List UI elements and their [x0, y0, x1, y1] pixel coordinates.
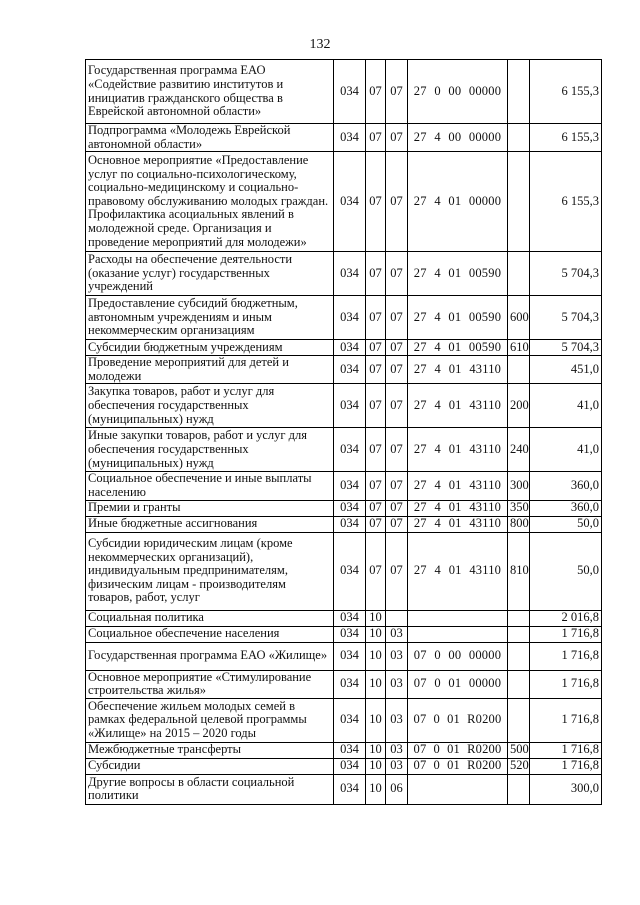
table-row	[86, 384, 602, 428]
target-article-part: 27	[413, 193, 427, 208]
row-expense-type-code: 520	[508, 758, 530, 774]
row-target-article-code	[408, 610, 508, 626]
row-subsection-code: 07	[386, 356, 408, 384]
table-row	[86, 758, 602, 774]
row-name: Иные бюджетные ассигнования	[86, 516, 334, 532]
target-article-part: 01	[448, 676, 462, 691]
row-amount: 1 716,8	[530, 642, 602, 670]
row-subsection-code: 06	[386, 774, 408, 804]
row-name: Субсидии бюджетным учреждениям	[86, 340, 334, 356]
row-name: Межбюджетные трансферты	[86, 742, 334, 758]
target-article-part: 27	[413, 563, 427, 578]
row-expense-type-code: 350	[508, 500, 530, 516]
row-subsection-code: 07	[386, 428, 408, 472]
table-row	[86, 472, 602, 500]
row-name: Подпрограмма «Молодежь Еврейской автономной области»	[86, 124, 334, 152]
target-article-parts	[410, 443, 505, 457]
row-name: Иные закупки товаров, работ и услуг для обеспечения государственных (муниципальных) нужд	[86, 428, 334, 472]
row-expense-type-code: 600	[508, 296, 530, 340]
target-article-part: 0	[434, 676, 441, 691]
row-target-article-code	[408, 500, 508, 516]
row-name: Проведение мероприятий для детей и молодежи	[86, 356, 334, 384]
row-section-code: 10	[366, 742, 386, 758]
row-name: Предоставление субсидий бюджетным, автономным учреждениям и иным некоммерческим организациям	[86, 296, 334, 340]
target-article-part: 27	[413, 129, 427, 144]
target-article-part: 27	[413, 500, 427, 515]
target-article-part: 07	[413, 712, 427, 727]
table-row	[86, 516, 602, 532]
row-target-article-code	[408, 642, 508, 670]
row-subsection-code: 07	[386, 252, 408, 296]
target-article-part: 27	[413, 442, 427, 457]
row-subsection-code: 07	[386, 500, 408, 516]
row-expense-type-code: 200	[508, 384, 530, 428]
row-amount: 360,0	[530, 472, 602, 500]
row-section-code: 07	[366, 340, 386, 356]
row-name: Обеспечение жильем молодых семей в рамках федеральной целевой программы «Жилище» на 2015 – 2020 годы	[86, 698, 334, 742]
target-article-part: 00000	[468, 129, 502, 144]
row-subsection-code: 07	[386, 296, 408, 340]
row-amount: 6 155,3	[530, 152, 602, 252]
target-article-part: 27	[413, 309, 427, 324]
row-subsection-code: 07	[386, 516, 408, 532]
row-amount: 451,0	[530, 356, 602, 384]
page-number: 132	[309, 37, 331, 52]
table-row	[86, 626, 602, 642]
table-row	[86, 610, 602, 626]
row-target-article-code	[408, 472, 508, 500]
table-row	[86, 428, 602, 472]
row-section-code: 10	[366, 610, 386, 626]
row-section-code: 10	[366, 758, 386, 774]
target-article-parts	[410, 759, 505, 773]
target-article-parts	[410, 517, 505, 531]
row-amount: 5 704,3	[530, 296, 602, 340]
row-name: Премии и гранты	[86, 500, 334, 516]
target-article-part: 01	[448, 398, 462, 413]
row-amount: 5 704,3	[530, 252, 602, 296]
row-expense-type-code: 500	[508, 742, 530, 758]
row-grbs-code: 034	[334, 124, 366, 152]
row-name: Социальное обеспечение населения	[86, 626, 334, 642]
row-name: Основное мероприятие «Стимулирование строительства жилья»	[86, 670, 334, 698]
row-section-code: 07	[366, 472, 386, 500]
row-amount: 1 716,8	[530, 670, 602, 698]
row-grbs-code: 034	[334, 384, 366, 428]
row-subsection-code: 07	[386, 152, 408, 252]
target-article-part: 00590	[468, 339, 502, 354]
table-row	[86, 152, 602, 252]
row-section-code: 10	[366, 670, 386, 698]
target-article-parts	[410, 399, 505, 413]
row-target-article-code	[408, 60, 508, 124]
target-article-parts	[410, 649, 505, 663]
target-article-part: 43110	[469, 361, 502, 376]
target-article-part: 00000	[468, 83, 502, 98]
row-amount: 1 716,8	[530, 626, 602, 642]
row-target-article-code	[408, 698, 508, 742]
target-article-part: 4	[434, 516, 441, 531]
row-amount: 1 716,8	[530, 742, 602, 758]
target-article-part: 4	[434, 398, 441, 413]
target-article-parts	[410, 501, 505, 515]
target-article-parts	[410, 713, 505, 727]
row-amount: 41,0	[530, 428, 602, 472]
target-article-part: 4	[434, 442, 441, 457]
target-article-part: R0200	[467, 758, 502, 773]
row-section-code: 10	[366, 774, 386, 804]
row-subsection-code	[386, 610, 408, 626]
row-amount: 300,0	[530, 774, 602, 804]
row-name: Закупка товаров, работ и услуг для обеспечения государственных (муниципальных) нужд	[86, 384, 334, 428]
target-article-part: 01	[448, 478, 462, 493]
target-article-part: 00000	[468, 676, 502, 691]
target-article-part: 27	[413, 83, 427, 98]
row-section-code: 07	[366, 500, 386, 516]
row-grbs-code: 034	[334, 340, 366, 356]
target-article-part: 43110	[469, 442, 502, 457]
row-subsection-code: 07	[386, 532, 408, 610]
row-amount: 50,0	[530, 532, 602, 610]
target-article-parts	[410, 311, 505, 325]
row-amount: 360,0	[530, 500, 602, 516]
row-name: Субсидии юридическим лицам (кроме некоммерческих организаций), индивидуальным предпринимателям, физическим лицам - производителям товаров, работ, услуг	[86, 532, 334, 610]
row-subsection-code: 07	[386, 60, 408, 124]
row-amount: 6 155,3	[530, 124, 602, 152]
target-article-part: 01	[448, 500, 462, 515]
target-article-part: 27	[413, 361, 427, 376]
row-subsection-code: 03	[386, 758, 408, 774]
row-section-code: 07	[366, 252, 386, 296]
target-article-part: 01	[448, 265, 462, 280]
row-grbs-code: 034	[334, 670, 366, 698]
target-article-part: 27	[413, 265, 427, 280]
row-expense-type-code: 810	[508, 532, 530, 610]
row-name: Социальное обеспечение и иные выплаты населению	[86, 472, 334, 500]
row-grbs-code: 034	[334, 296, 366, 340]
row-expense-type-code	[508, 252, 530, 296]
row-section-code: 07	[366, 152, 386, 252]
target-article-part: 4	[434, 361, 441, 376]
row-grbs-code: 034	[334, 152, 366, 252]
row-amount: 2 016,8	[530, 610, 602, 626]
table-row	[86, 500, 602, 516]
target-article-part: 43110	[469, 398, 502, 413]
row-grbs-code: 034	[334, 758, 366, 774]
row-amount: 41,0	[530, 384, 602, 428]
row-subsection-code: 03	[386, 642, 408, 670]
row-name: Государственная программа ЕАО «Жилище»	[86, 642, 334, 670]
target-article-part: 0	[433, 712, 440, 727]
target-article-part: 01	[448, 442, 462, 457]
table-row	[86, 296, 602, 340]
row-target-article-code	[408, 774, 508, 804]
row-target-article-code	[408, 384, 508, 428]
row-subsection-code: 03	[386, 742, 408, 758]
row-expense-type-code: 300	[508, 472, 530, 500]
row-section-code: 10	[366, 626, 386, 642]
target-article-part: 27	[413, 339, 427, 354]
row-expense-type-code	[508, 642, 530, 670]
row-target-article-code	[408, 626, 508, 642]
row-target-article-code	[408, 516, 508, 532]
target-article-part: 07	[413, 758, 427, 773]
target-article-part: 4	[434, 500, 441, 515]
table-row	[86, 642, 602, 670]
row-section-code: 07	[366, 532, 386, 610]
target-article-part: 01	[448, 563, 462, 578]
row-expense-type-code: 610	[508, 340, 530, 356]
row-target-article-code	[408, 356, 508, 384]
row-expense-type-code	[508, 124, 530, 152]
row-section-code: 07	[366, 516, 386, 532]
row-target-article-code	[408, 124, 508, 152]
row-target-article-code	[408, 252, 508, 296]
row-expense-type-code: 800	[508, 516, 530, 532]
row-target-article-code	[408, 152, 508, 252]
budget-table	[85, 59, 602, 805]
target-article-part: 01	[447, 758, 460, 773]
target-article-part: 4	[434, 265, 441, 280]
target-article-part: R0200	[467, 742, 502, 757]
row-name: Социальная политика	[86, 610, 334, 626]
row-grbs-code: 034	[334, 428, 366, 472]
row-subsection-code: 03	[386, 626, 408, 642]
row-amount: 1 716,8	[530, 758, 602, 774]
target-article-part: 4	[434, 478, 441, 493]
row-section-code: 07	[366, 60, 386, 124]
row-expense-type-code	[508, 698, 530, 742]
row-name: Основное мероприятие «Предоставление услуг по социально-психологическому, социально-медицинскому и социально-правовому обслуживанию молодых граждан. Профилактика асоциальных явлений в молодежной среде. Организация и проведение мероприятий для молодежи»	[86, 152, 334, 252]
row-grbs-code: 034	[334, 500, 366, 516]
row-name: Государственная программа ЕАО «Содействие развитию институтов и инициатив гражданского общества в Еврейской автономной области»	[86, 60, 334, 124]
row-target-article-code	[408, 428, 508, 472]
target-article-part: 01	[448, 193, 462, 208]
target-article-part: 4	[434, 309, 441, 324]
row-grbs-code: 034	[334, 742, 366, 758]
table-row	[86, 124, 602, 152]
row-expense-type-code	[508, 356, 530, 384]
row-grbs-code: 034	[334, 60, 366, 124]
row-expense-type-code	[508, 152, 530, 252]
target-article-part: 00000	[468, 193, 502, 208]
target-article-part: 0	[434, 83, 441, 98]
target-article-part: 43110	[469, 500, 502, 515]
row-grbs-code: 034	[334, 252, 366, 296]
target-article-part: 01	[448, 361, 462, 376]
row-expense-type-code: 240	[508, 428, 530, 472]
table-row	[86, 60, 602, 124]
table-row	[86, 742, 602, 758]
target-article-parts	[410, 363, 505, 377]
target-article-parts	[410, 743, 505, 757]
row-target-article-code	[408, 742, 508, 758]
target-article-part: 27	[413, 398, 427, 413]
target-article-part: 4	[434, 563, 441, 578]
target-article-part: 00590	[468, 265, 502, 280]
row-section-code: 07	[366, 124, 386, 152]
target-article-part: 00	[448, 83, 462, 98]
row-name: Другие вопросы в области социальной политики	[86, 774, 334, 804]
row-grbs-code: 034	[334, 774, 366, 804]
row-expense-type-code	[508, 60, 530, 124]
target-article-part: 00	[448, 129, 462, 144]
row-subsection-code: 07	[386, 384, 408, 428]
table-row	[86, 356, 602, 384]
target-article-parts	[410, 131, 505, 145]
target-article-parts	[410, 267, 505, 281]
row-grbs-code: 034	[334, 610, 366, 626]
row-grbs-code: 034	[334, 472, 366, 500]
target-article-parts	[410, 479, 505, 493]
row-amount: 5 704,3	[530, 340, 602, 356]
target-article-part: 01	[447, 742, 460, 757]
row-expense-type-code	[508, 610, 530, 626]
row-target-article-code	[408, 532, 508, 610]
row-expense-type-code	[508, 774, 530, 804]
target-article-part: 43110	[469, 563, 502, 578]
target-article-part: 07	[413, 676, 427, 691]
row-amount: 1 716,8	[530, 698, 602, 742]
target-article-part: 4	[434, 129, 441, 144]
target-article-part: 07	[413, 742, 427, 757]
row-grbs-code: 034	[334, 532, 366, 610]
target-article-parts	[410, 195, 505, 209]
target-article-part: 27	[413, 516, 427, 531]
row-subsection-code: 03	[386, 670, 408, 698]
table-row	[86, 532, 602, 610]
target-article-part: 07	[413, 648, 427, 663]
row-subsection-code: 07	[386, 340, 408, 356]
target-article-part: R0200	[467, 712, 502, 727]
table-row	[86, 670, 602, 698]
table-row	[86, 252, 602, 296]
target-article-part: 0	[434, 648, 441, 663]
row-name: Субсидии	[86, 758, 334, 774]
row-expense-type-code	[508, 670, 530, 698]
row-grbs-code: 034	[334, 356, 366, 384]
row-amount: 6 155,3	[530, 60, 602, 124]
target-article-part: 00	[448, 648, 462, 663]
row-section-code: 10	[366, 698, 386, 742]
row-grbs-code: 034	[334, 698, 366, 742]
target-article-part: 4	[434, 193, 441, 208]
row-section-code: 07	[366, 384, 386, 428]
target-article-part: 0	[433, 758, 440, 773]
row-expense-type-code	[508, 626, 530, 642]
target-article-part: 4	[434, 339, 441, 354]
row-section-code: 07	[366, 428, 386, 472]
target-article-part: 00590	[468, 309, 502, 324]
row-grbs-code: 034	[334, 626, 366, 642]
table-row	[86, 774, 602, 804]
target-article-part: 01	[448, 339, 462, 354]
row-section-code: 07	[366, 296, 386, 340]
target-article-parts	[410, 341, 505, 355]
target-article-part: 0	[433, 742, 440, 757]
target-article-part: 43110	[469, 516, 502, 531]
target-article-part: 43110	[469, 478, 502, 493]
target-article-parts	[410, 677, 505, 691]
table-row	[86, 340, 602, 356]
target-article-part: 00000	[468, 648, 502, 663]
row-subsection-code: 03	[386, 698, 408, 742]
row-target-article-code	[408, 340, 508, 356]
target-article-part: 27	[413, 478, 427, 493]
row-target-article-code	[408, 296, 508, 340]
target-article-part: 01	[448, 309, 462, 324]
target-article-parts	[410, 85, 505, 99]
table-row	[86, 698, 602, 742]
row-section-code: 07	[366, 356, 386, 384]
target-article-parts	[410, 564, 505, 578]
row-section-code: 10	[366, 642, 386, 670]
target-article-part: 01	[447, 712, 460, 727]
row-target-article-code	[408, 758, 508, 774]
target-article-part: 01	[448, 516, 462, 531]
row-subsection-code: 07	[386, 124, 408, 152]
row-subsection-code: 07	[386, 472, 408, 500]
row-grbs-code: 034	[334, 516, 366, 532]
row-target-article-code	[408, 670, 508, 698]
row-amount: 50,0	[530, 516, 602, 532]
row-grbs-code: 034	[334, 642, 366, 670]
row-name: Расходы на обеспечение деятельности (оказание услуг) государственных учреждений	[86, 252, 334, 296]
